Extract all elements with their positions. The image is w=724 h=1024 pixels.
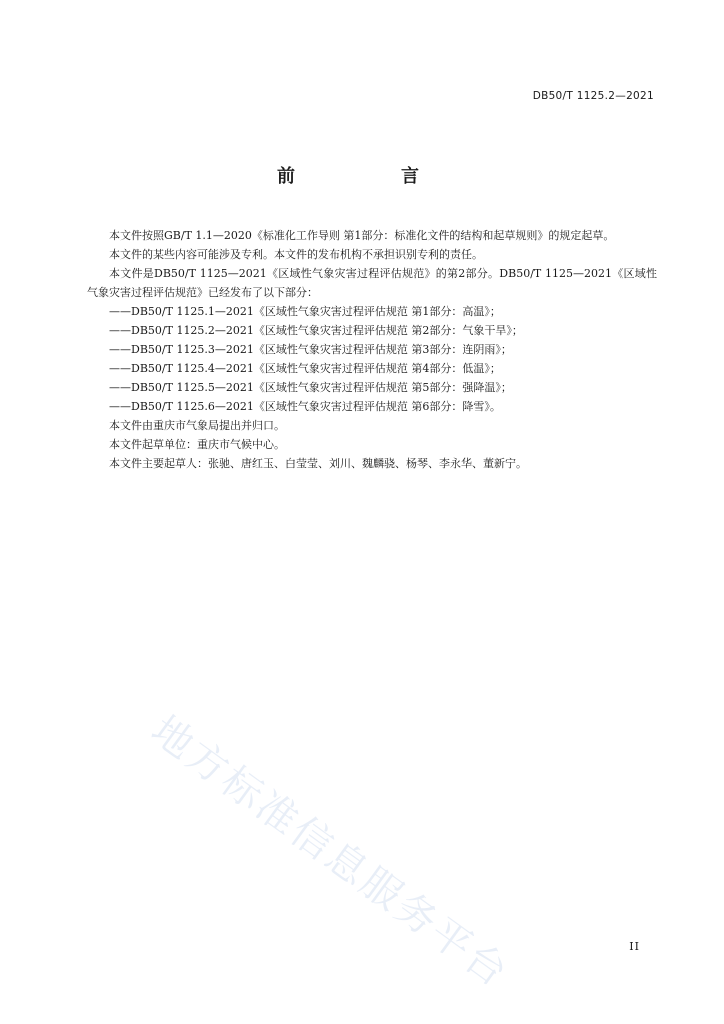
list-dash: —— <box>109 305 131 318</box>
list-dash: —— <box>109 324 131 337</box>
list-item-text: DB50/T 1125.1—2021《区域性气象灾害过程评估规范 第1部分：高温》； <box>131 305 501 318</box>
list-item <box>87 340 657 359</box>
list-item <box>87 359 657 378</box>
list-item-text: DB50/T 1125.5—2021《区域性气象灾害过程评估规范 第5部分：强降温》； <box>131 381 512 394</box>
paragraph-series-intro: 本文件是DB50/T 1125—2021《区域性气象灾害过程评估规范》的第2部分。DB50/T 1125—2021《区域性气象灾害过程评估规范》已经发布了以下部分： <box>87 267 657 299</box>
list-dash: —— <box>109 362 131 375</box>
document-code: DB50/T 1125.2—2021 <box>532 90 654 102</box>
paragraph-drafting-unit: 本文件起草单位：重庆市气候中心。 <box>109 438 285 451</box>
list-item-text: DB50/T 1125.3—2021《区域性气象灾害过程评估规范 第3部分：连阴雨》； <box>131 343 512 356</box>
list-item-text: DB50/T 1125.4—2021《区域性气象灾害过程评估规范 第4部分：低温》； <box>131 362 501 375</box>
list-dash: —— <box>109 343 131 356</box>
foreword-body <box>87 226 657 473</box>
list-item-text: DB50/T 1125.2—2021《区域性气象灾害过程评估规范 第2部分：气象干旱》； <box>131 324 523 337</box>
page-title: 前 言 <box>277 166 463 187</box>
list-item <box>87 378 657 397</box>
paragraph-drafters: 本文件主要起草人：张驰、唐红玉、白莹莹、刘川、魏麟骁、杨琴、李永华、董新宁。 <box>109 457 527 470</box>
page-number: II <box>629 940 640 953</box>
list-item-text: DB50/T 1125.6—2021《区域性气象灾害过程评估规范 第6部分：降雪》。 <box>131 400 501 413</box>
list-item <box>87 302 657 321</box>
paragraph-drafting-rules: 本文件按照GB/T 1.1—2020《标准化工作导则 第1部分：标准化文件的结构和起草规则》的规定起草。 <box>109 229 615 242</box>
list-item <box>87 321 657 340</box>
list-item <box>87 397 657 416</box>
list-dash: —— <box>109 381 131 394</box>
parts-list <box>87 302 657 416</box>
paragraph-patent-notice: 本文件的某些内容可能涉及专利。本文件的发布机构不承担识别专利的责任。 <box>109 248 483 261</box>
watermark: 地方标准信息服务平台 <box>142 707 518 998</box>
paragraph-proposer: 本文件由重庆市气象局提出并归口。 <box>109 419 285 432</box>
list-dash: —— <box>109 400 131 413</box>
